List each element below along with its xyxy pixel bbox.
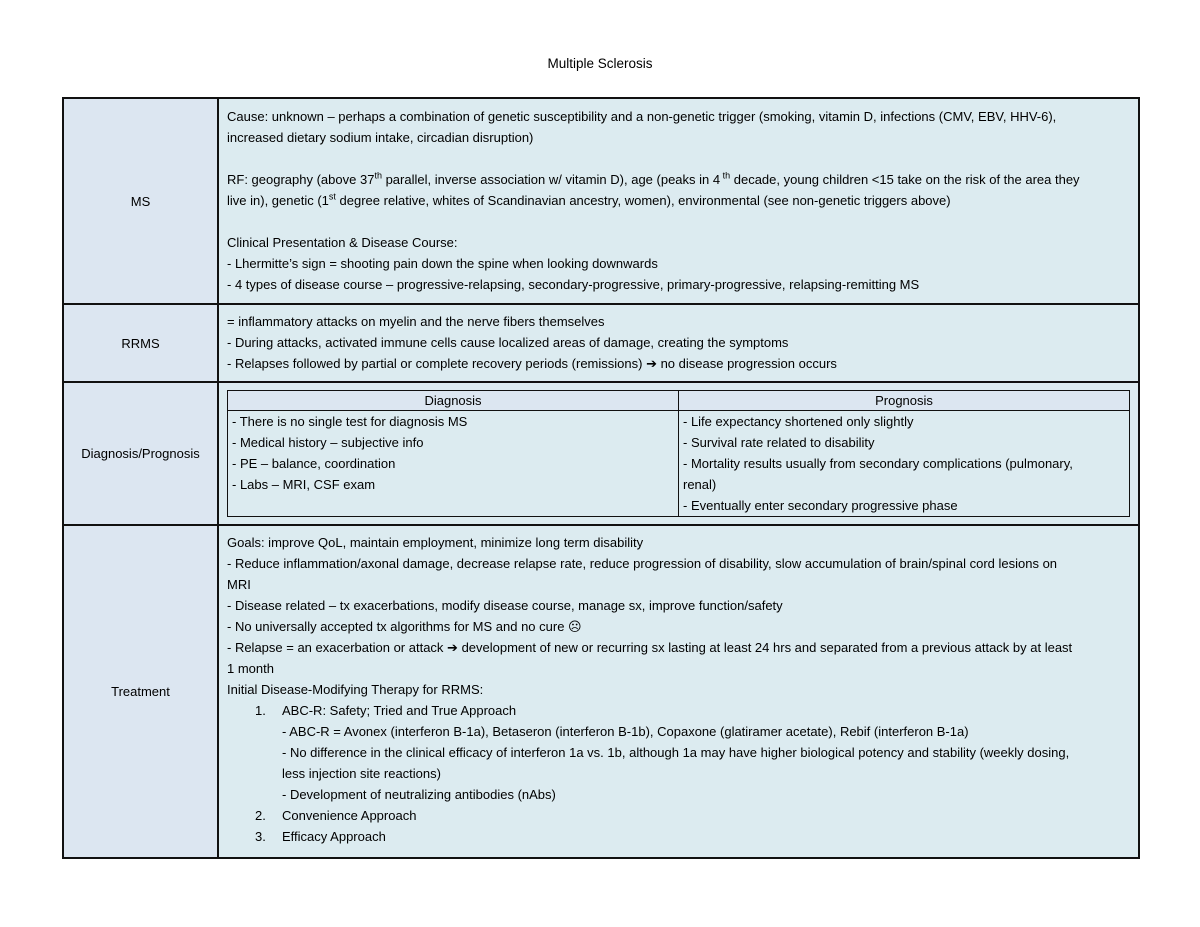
clinical-heading: Clinical Presentation & Disease Course: (227, 235, 458, 250)
diagnosis-item: - Medical history – subjective info (232, 435, 424, 450)
rrms-line: - Relapses followed by partial or complete recovery periods (remissions) ➔ no disease progression occurs (227, 356, 837, 371)
treatment-content (218, 525, 1139, 858)
treatment-line: - Relapse = an exacerbation or attack ➔ development of new or recurring sx lasting at least 24 hrs and separated from a previous attack by at least (227, 640, 1073, 655)
approach-detail: - No difference in the clinical efficacy of interferon 1a vs. 1b, although 1a may have higher biological potency and stability (weekly dosing, (282, 745, 1070, 760)
approach-detail: - ABC-R = Avonex (interferon B-1a), Betaseron (interferon B-1b), Copaxone (glatiramer acetate), Rebif (interferon B-1a) (282, 724, 969, 739)
arrow-icon: ➔ (447, 640, 458, 655)
diagnosis-list (228, 411, 679, 517)
ms-label: MS (63, 98, 218, 304)
treatment-line: - Disease related – tx exacerbations, modify disease course, manage sx, improve function/safety (227, 598, 783, 613)
risk-factors-line-1: RF: geography (above 37th parallel, inverse association w/ vitamin D), age (peaks in 4 $^{th}$ decade, young children <15 take on the risk of the area they (227, 170, 1080, 187)
rrms-row (63, 304, 1139, 382)
treatment-goals: Goals: improve QoL, maintain employment, minimize long term disability (227, 535, 644, 550)
prognosis-header: Prognosis (679, 391, 1130, 411)
diagnosis-item: - PE – balance, coordination (232, 456, 396, 471)
diagnosis-header: Diagnosis (228, 391, 679, 411)
ms-row (63, 98, 1139, 304)
treatment-label: Treatment (63, 525, 218, 858)
notes-table (62, 97, 1140, 859)
diagnosis-prognosis-table (227, 390, 1130, 517)
prognosis-list (679, 411, 1130, 517)
diagnosis-item: - Labs – MRI, CSF exam (232, 477, 376, 492)
prognosis-item: renal) (683, 477, 717, 492)
treatment-row (63, 525, 1139, 858)
prognosis-item: - Survival rate related to disability (683, 435, 875, 450)
initial-therapy-heading: Initial Disease-Modifying Therapy for RRMS: (227, 682, 484, 697)
rrms-line: - During attacks, activated immune cells cause localized areas of damage, creating the symptoms (227, 335, 789, 350)
cause-line-1: Cause: unknown – perhaps a combination of genetic susceptibility and a non-genetic trigger (smoking, vitamin D, infections (CMV, EBV, HHV-6), (227, 109, 1057, 124)
rrms-line: = inflammatory attacks on myelin and the nerve fibers themselves (227, 314, 605, 329)
approach-item: 1. ABC-R: Safety; Tried and True Approach (255, 703, 517, 718)
treatment-line: MRI (227, 577, 251, 592)
rrms-content (218, 304, 1139, 382)
clinical-item: - Lhermitte’s sign = shooting pain down the spine when looking downwards (227, 256, 658, 271)
diagnosis-item: - There is no single test for diagnosis MS (232, 414, 468, 429)
diagnosis-prognosis-row (63, 382, 1139, 525)
diagnosis-prognosis-label: Diagnosis/Prognosis (63, 382, 218, 525)
approach-detail: less injection site reactions) (282, 766, 441, 781)
prognosis-item: - Life expectancy shortened only slightly (683, 414, 914, 429)
risk-factors-line-2: live in), genetic (1st degree relative, whites of Scandinavian ancestry, women), environmental (see non-genetic triggers above) (227, 191, 951, 208)
approach-detail: - Development of neutralizing antibodies (nAbs) (282, 787, 556, 802)
prognosis-item: - Mortality results usually from secondary complications (pulmonary, (683, 456, 1073, 471)
arrow-icon: ➔ (646, 356, 657, 371)
page-title: Multiple Sclerosis (547, 56, 653, 71)
treatment-line: - Reduce inflammation/axonal damage, decrease relapse rate, reduce progression of disability, slow accumulation of brain/spinal cord lesions on (227, 556, 1058, 571)
clinical-item: - 4 types of disease course – progressive-relapsing, secondary-progressive, primary-progressive, relapsing-remitting MS (227, 277, 920, 292)
treatment-line: - No universally accepted tx algorithms for MS and no cure ☹ (227, 619, 582, 634)
treatment-line: 1 month (227, 661, 274, 676)
approach-item: 2. Convenience Approach (255, 808, 417, 823)
prognosis-item: - Eventually enter secondary progressive phase (683, 498, 958, 513)
diagnosis-prognosis-content (218, 382, 1139, 525)
rrms-label: RRMS (63, 304, 218, 382)
approach-item: 3. Efficacy Approach (255, 829, 386, 844)
ms-content (218, 98, 1139, 304)
cause-line-2: increased dietary sodium intake, circadian disruption) (227, 130, 534, 145)
